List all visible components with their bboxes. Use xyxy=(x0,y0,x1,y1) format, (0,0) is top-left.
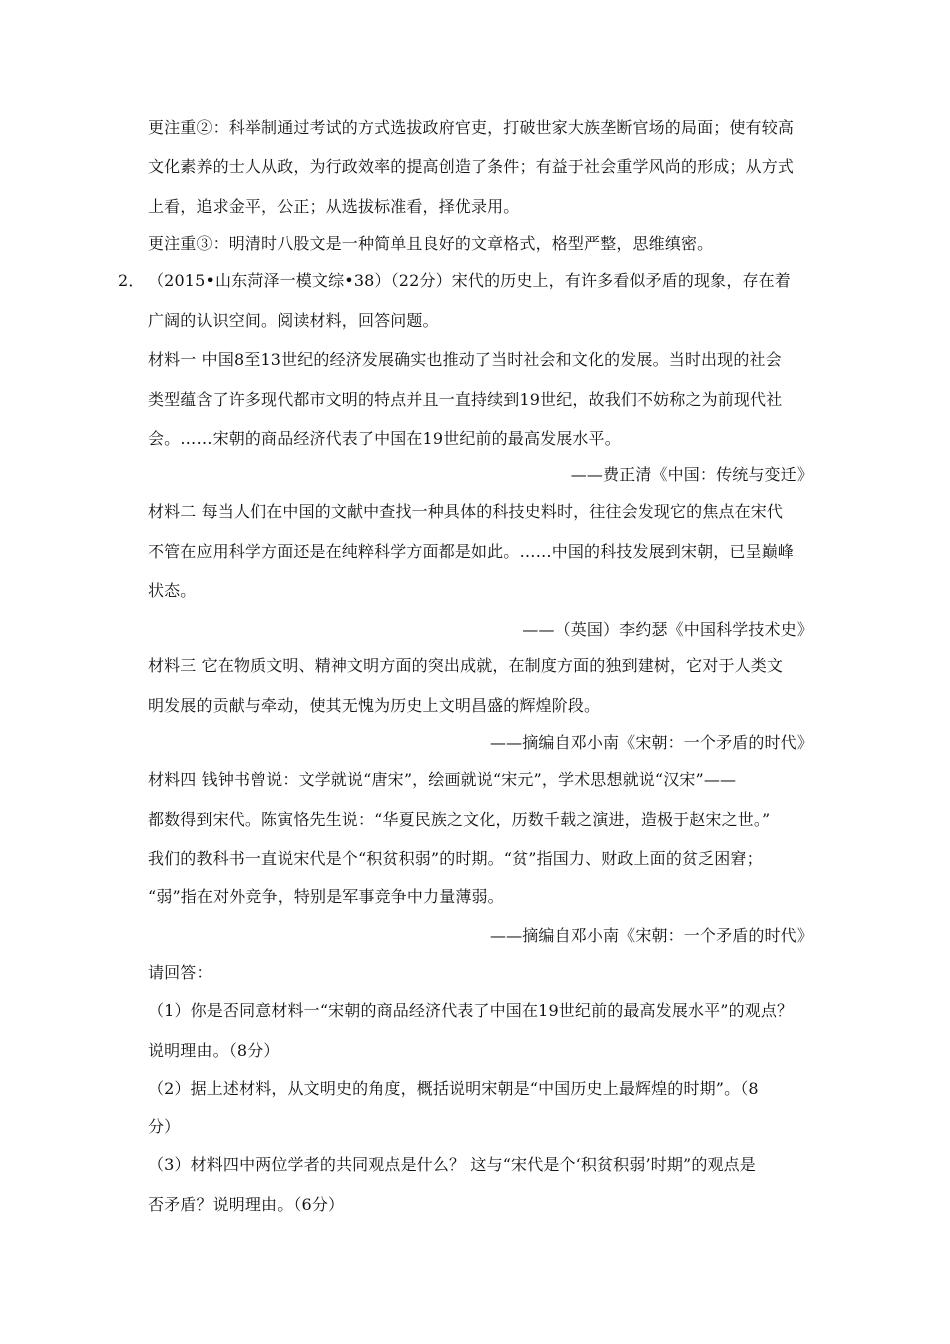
material-line: 状态。 xyxy=(148,581,197,600)
material-source: ——（英国）李约瑟《中国科学技术史》 xyxy=(522,620,813,639)
question-intro: 广阔的认识空间。阅读材料，回答问题。 xyxy=(148,311,439,330)
material-source: ——费正清《中国：传统与变迁》 xyxy=(570,465,813,484)
answer-line: 更注重③：明清时八股文是一种简单且良好的文章格式，格型严整，思维缜密。 xyxy=(148,234,714,253)
answer-prompt: 请回答： xyxy=(148,963,213,982)
answer-line: 文化素养的士人从政，为行政效率的提高创造了条件；有益于社会重学风尚的形成；从方式 xyxy=(148,157,795,176)
subquestion-line: 否矛盾？说明理由。（6分） xyxy=(148,1195,345,1214)
answer-line: 上看，追求金平，公正；从选拔标准看，择优录用。 xyxy=(148,197,520,216)
subquestion-line: （2）据上述材料，从文明史的角度，概括说明宋朝是“中国历史上最辉煌的时期”。（8 xyxy=(148,1079,759,1098)
subquestion-line: （3）材料四中两位学者的共同观点是什么？ 这与“宋代是个‘积贫积弱’时期”的观点是 xyxy=(148,1155,756,1174)
material-line: 类型蕴含了许多现代都市文明的特点并且一直持续到19世纪，故我们不妨称之为前现代社 xyxy=(148,390,783,409)
material-line: 不管在应用科学方面还是在纯粹科学方面都是如此。……中国的科技发展到宋朝，已呈巅峰 xyxy=(148,542,795,561)
material-source: ——摘编自邓小南《宋朝：一个矛盾的时代》 xyxy=(489,733,813,752)
material-line: 材料三 它在物质文明、精神文明方面的突出成就，在制度方面的独到建树，它对于人类文 xyxy=(148,656,784,675)
subquestion-line: 说明理由。（8分） xyxy=(148,1041,280,1060)
material-line: 都数得到宋代。陈寅恪先生说：“华夏民族之文化，历数千载之演进，造极于赵宋之世。” xyxy=(148,810,771,829)
material-line: 会。……宋朝的商品经济代表了中国在19世纪前的最高发展水平。 xyxy=(148,429,621,448)
question-number: 2． xyxy=(118,271,145,290)
material-line: 材料二 每当人们在中国的文献中查找一种具体的科技史料时，往往会发现它的焦点在宋代 xyxy=(148,502,784,521)
material-line: 明发展的贡献与牵动，使其无愧为历史上文明昌盛的辉煌阶段。 xyxy=(148,696,601,715)
material-line: “弱”指在对外竞争，特别是军事竞争中力量薄弱。 xyxy=(148,887,504,906)
question-intro: （2015•山东菏泽一模文综•38）（22分）宋代的历史上，有许多看似矛盾的现象，存在着 xyxy=(148,271,791,290)
material-source: ——摘编自邓小南《宋朝：一个矛盾的时代》 xyxy=(489,926,813,945)
subquestion-line: 分） xyxy=(148,1117,181,1136)
material-line: 材料四 钱钟书曾说：文学就说“唐宋”，绘画就说“宋元”，学术思想就说“汉宋”—— xyxy=(148,770,737,789)
material-line: 我们的教科书一直说宋代是个“积贫积弱”的时期。“贫”指国力、财政上面的贫乏困窘； xyxy=(148,849,763,868)
subquestion-line: （1）你是否同意材料一“宋朝的商品经济代表了中国在19世纪前的最高发展水平”的观点？ xyxy=(148,1001,794,1020)
material-line: 材料一 中国8至13世纪的经济发展确实也推动了当时社会和文化的发展。当时出现的社会 xyxy=(148,350,782,369)
answer-line: 更注重②：科举制通过考试的方式选拔政府官吏，打破世家大族垄断官场的局面；使有较高 xyxy=(148,118,795,137)
